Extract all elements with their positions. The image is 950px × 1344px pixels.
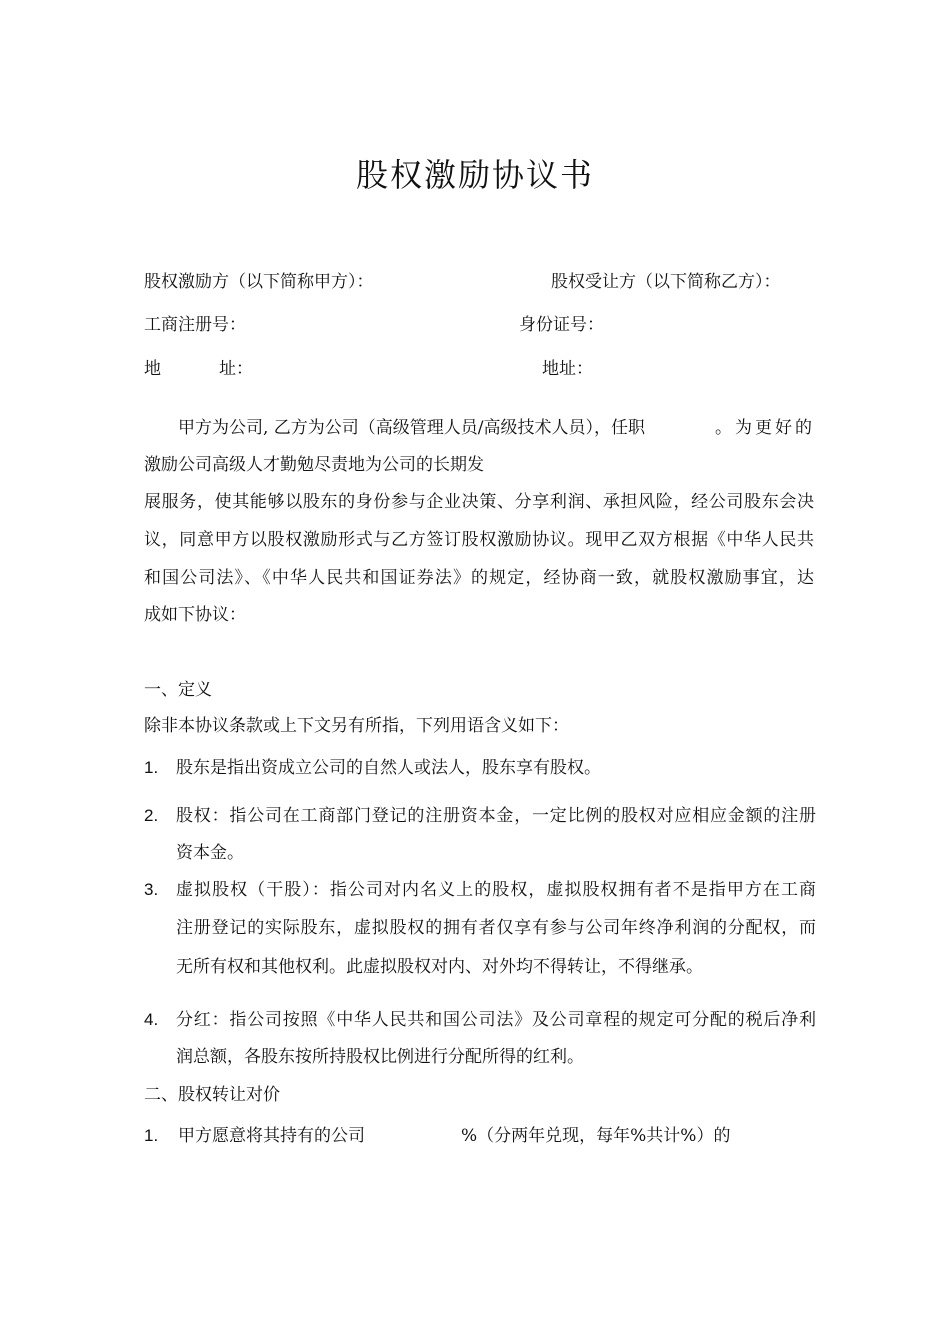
section-2-heading: 二、股权转让对价 [144,1085,280,1105]
intro-line-1b: 。为更好的 [715,418,815,438]
address-a-label-2: 址： [219,359,253,379]
address-a-label-1: 地 [144,359,161,379]
item-number: 1. [144,758,159,777]
item-4-line-1: 分红：指公司按照《中华人民共和国公司法》及公司章程的规定可分配的税后净利 [176,1010,816,1030]
item-2-line-2: 资本金。 [176,843,244,863]
intro-line-5: 和国公司法》、《中华人民共和国证券法》的规定，经协商一致，就股权激励事宜，达 [144,568,814,588]
item-number: 3. [144,880,159,899]
item-3-line-3: 无所有权和其他权利。此虚拟股权对内、对外均不得转让，不得继承。 [176,957,703,977]
section-2-item-1-a: 甲方愿意将其持有的公司 [178,1126,365,1146]
item-2-line-1: 股权：指公司在工商部门登记的注册资本金，一定比例的股权对应相应金额的注册 [176,806,816,826]
item-number: 2. [144,806,159,825]
intro-line-3: 展服务，使其能够以股东的身份参与企业决策、分享利润、承担风险，经公司股东会决 [144,492,814,512]
id-no-label: 身份证号： [519,315,604,335]
section-1-lead: 除非本协议条款或上下文另有所指，下列用语含义如下： [144,716,569,736]
section-2-item-1-b: %（分两年兑现，每年%共计%）的 [461,1126,731,1146]
party-b-label: 股权受让方（以下简称乙方）： [551,272,781,292]
intro-line-1a: 甲方为公司, 乙方为公司（高级管理人员/高级技术人员），任职 [178,418,646,438]
intro-line-4: 议，同意甲方以股权激励形式与乙方签订股权激励协议。现甲乙双方根据《中华人民共 [144,530,814,550]
party-a-label: 股权激励方（以下简称甲方）： [144,272,374,292]
item-1-line-1: 股东是指出资成立公司的自然人或法人，股东享有股权。 [176,758,601,778]
item-4-line-2: 润总额，各股东按所持股权比例进行分配所得的红利。 [176,1047,584,1067]
intro-line-2: 激励公司高级人才勤勉尽责地为公司的长期发 [144,455,484,475]
item-number: 1. [144,1126,159,1145]
document-title: 股权激励协议书 [355,156,594,194]
intro-line-6: 成如下协议： [144,605,246,625]
item-number: 4. [144,1010,159,1029]
item-3-line-1: 虚拟股权（干股）：指公司对内名义上的股权，虚拟股权拥有者不是指甲方在工商 [176,880,816,900]
item-3-line-2: 注册登记的实际股东，虚拟股权的拥有者仅享有参与公司年终净利润的分配权，而 [176,918,816,938]
address-b-label: 地址： [542,359,593,379]
section-1-heading: 一、定义 [144,680,212,700]
reg-no-label: 工商注册号： [144,315,246,335]
